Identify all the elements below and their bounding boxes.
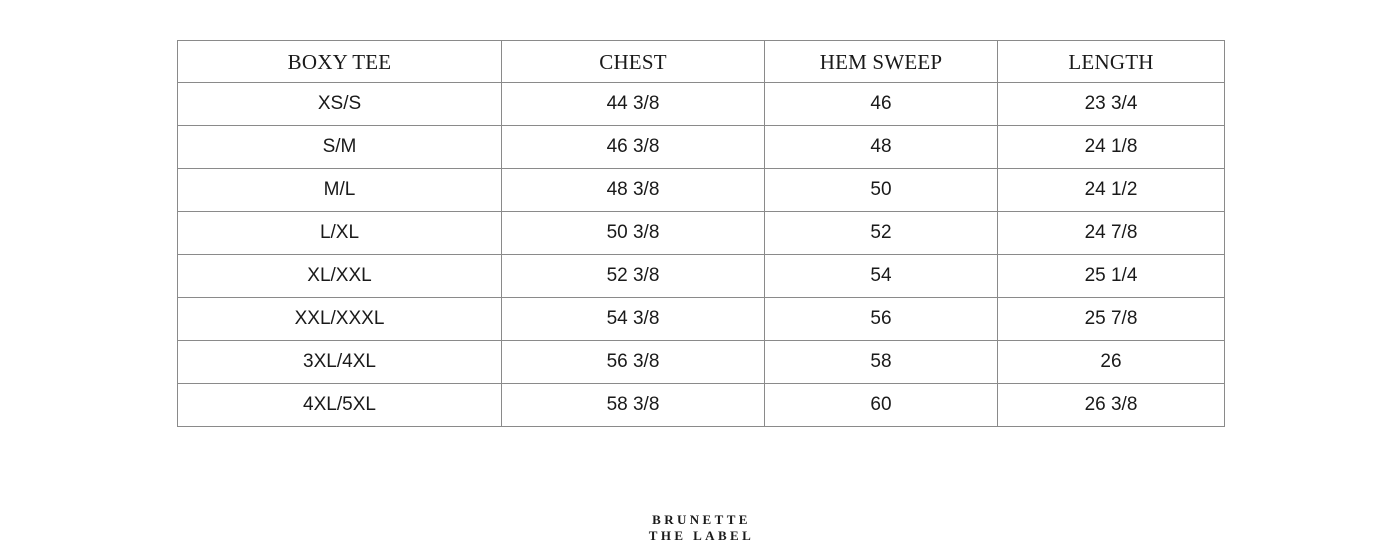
table-row bbox=[178, 384, 1225, 427]
hem-sweep-cell: 56 bbox=[765, 298, 998, 341]
length-cell: 24 1/2 bbox=[998, 169, 1225, 212]
length-cell: 25 7/8 bbox=[998, 298, 1225, 341]
chest-cell: 46 3/8 bbox=[502, 126, 765, 169]
table-row bbox=[178, 169, 1225, 212]
length-cell: 24 1/8 bbox=[998, 126, 1225, 169]
brand-line-2: THE LABEL bbox=[648, 528, 755, 543]
header-cell-style: BOXY TEE bbox=[178, 41, 502, 83]
chest-cell: 52 3/8 bbox=[502, 255, 765, 298]
size-cell: 4XL/5XL bbox=[178, 384, 502, 427]
length-cell: 24 7/8 bbox=[998, 212, 1225, 255]
size-chart-body bbox=[178, 83, 1225, 427]
chest-cell: 48 3/8 bbox=[502, 169, 765, 212]
size-cell: XL/XXL bbox=[178, 255, 502, 298]
chest-cell: 50 3/8 bbox=[502, 212, 765, 255]
size-cell: XS/S bbox=[178, 83, 502, 126]
length-cell: 26 bbox=[998, 341, 1225, 384]
length-cell: 23 3/4 bbox=[998, 83, 1225, 126]
table-row bbox=[178, 341, 1225, 384]
brand-logo bbox=[0, 512, 1400, 544]
table-row bbox=[178, 212, 1225, 255]
size-chart-table bbox=[177, 40, 1225, 427]
size-chart-header bbox=[178, 41, 1225, 83]
chest-cell: 58 3/8 bbox=[502, 384, 765, 427]
hem-sweep-cell: 58 bbox=[765, 341, 998, 384]
table-row bbox=[178, 126, 1225, 169]
length-cell: 25 1/4 bbox=[998, 255, 1225, 298]
size-cell: M/L bbox=[178, 169, 502, 212]
size-cell: XXL/XXXL bbox=[178, 298, 502, 341]
header-cell-hem-sweep: HEM SWEEP bbox=[765, 41, 998, 83]
size-cell: 3XL/4XL bbox=[178, 341, 502, 384]
hem-sweep-cell: 50 bbox=[765, 169, 998, 212]
hem-sweep-cell: 46 bbox=[765, 83, 998, 126]
table-row bbox=[178, 298, 1225, 341]
brand-line-1: BRUNETTE bbox=[652, 512, 751, 527]
header-cell-chest: CHEST bbox=[502, 41, 765, 83]
header-cell-length: LENGTH bbox=[998, 41, 1225, 83]
table-row bbox=[178, 255, 1225, 298]
header-row bbox=[178, 41, 1225, 83]
chest-cell: 54 3/8 bbox=[502, 298, 765, 341]
hem-sweep-cell: 54 bbox=[765, 255, 998, 298]
hem-sweep-cell: 60 bbox=[765, 384, 998, 427]
table-row bbox=[178, 83, 1225, 126]
chest-cell: 56 3/8 bbox=[502, 341, 765, 384]
hem-sweep-cell: 48 bbox=[765, 126, 998, 169]
chest-cell: 44 3/8 bbox=[502, 83, 765, 126]
size-cell: L/XL bbox=[178, 212, 502, 255]
hem-sweep-cell: 52 bbox=[765, 212, 998, 255]
length-cell: 26 3/8 bbox=[998, 384, 1225, 427]
size-cell: S/M bbox=[178, 126, 502, 169]
